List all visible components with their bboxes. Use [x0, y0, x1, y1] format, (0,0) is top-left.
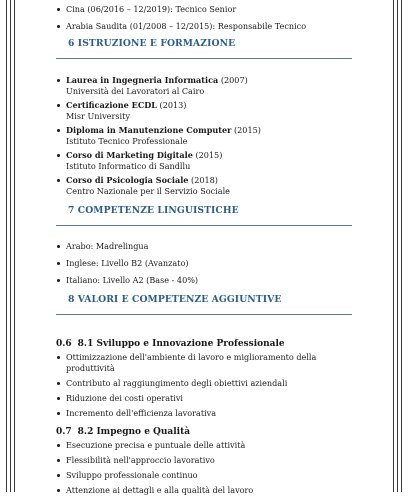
list-item: Esecuzione precisa e puntuale delle attività [56, 440, 352, 451]
left-border-line-1 [6, 0, 7, 492]
experience-list [56, 4, 352, 32]
degree-name: Corso di Marketing Digitale [66, 150, 193, 160]
values-list-1 [56, 352, 352, 419]
list-item: Riduzione dei costi operativi [56, 393, 352, 404]
section-divider [56, 225, 352, 226]
list-item: Ottimizzazione dell'ambiente di lavoro e miglioramento della produttività [56, 352, 352, 374]
degree-name: Laurea in Ingegneria Informatica [66, 75, 219, 85]
left-border-line-2 [10, 0, 11, 492]
degree-year: (2015) [195, 150, 223, 160]
languages-list [56, 241, 352, 286]
list-item: Cina (06/2016 – 12/2019): Tecnico Senior [56, 4, 352, 15]
list-item [56, 125, 352, 147]
degree-name: Diploma in Manutenzione Computer [66, 125, 232, 135]
section-title: 8 VALORI E COMPETENZE AGGIUNTIVE [68, 294, 282, 305]
left-border-line-3 [14, 0, 15, 492]
subsection-title [56, 339, 352, 349]
education-list [56, 75, 352, 197]
subsection-label: 8.1 Sviluppo e Innovazione Professionale [77, 339, 285, 349]
degree-year: (2018) [191, 175, 218, 185]
values-list-2 [56, 440, 352, 496]
degree-place: Università dei Lavoratori al Cairo [66, 86, 205, 96]
degree-name: Corso di Psicologia Sociale [66, 175, 189, 185]
right-border-line-2 [397, 0, 398, 492]
degree-place: Istituto Informatico di Sandllu [66, 161, 191, 171]
subsection-title [56, 427, 352, 437]
right-border-line-3 [393, 0, 394, 492]
list-item: Sviluppo professionale continuo [56, 470, 352, 481]
degree-name: Certificazione ECDL [66, 100, 157, 110]
degree-year: (2013) [159, 100, 187, 110]
list-item: Contributo al raggiungimento degli obiettivi aziendali [56, 378, 352, 389]
section-divider [56, 58, 352, 59]
list-item: Flessibilità nell'approccio lavorativo [56, 455, 352, 466]
list-item [56, 175, 352, 197]
subsection-label: 8.2 Impegno e Qualità [77, 427, 191, 437]
document-body [56, 0, 352, 496]
list-item: Inglese: Livello B2 (Avanzato) [56, 258, 352, 269]
list-item [56, 75, 352, 97]
right-border-line-1 [401, 0, 402, 492]
degree-place: Misr University [66, 111, 130, 121]
list-item [56, 150, 352, 172]
degree-place: Istituto Tecnico Professionale [66, 136, 188, 146]
subsection-number: 0.6 [56, 339, 72, 349]
degree-place: Centro Nazionale per il Servizio Sociale [66, 186, 230, 196]
list-item [56, 100, 352, 122]
subsection-number: 0.7 [56, 427, 72, 437]
list-item: Arabo: Madrelingua [56, 241, 352, 252]
list-item: Arabia Saudita (01/2008 – 12/2015): Responsabile Tecnico [56, 21, 352, 32]
list-item: Italiano: Livello A2 (Base - 40%) [56, 275, 352, 286]
section-title: 7 COMPETENZE LINGUISTICHE [68, 205, 239, 216]
list-item: Incremento dell'efficienza lavorativa [56, 408, 352, 419]
section-education [56, 38, 352, 197]
section-title: 6 ISTRUZIONE E FORMAZIONE [68, 38, 236, 49]
degree-year: (2007) [220, 75, 248, 85]
list-item: Attenzione ai dettagli e alla qualità del lavoro [56, 485, 352, 496]
degree-year: (2015) [233, 125, 261, 135]
section-divider [56, 314, 352, 315]
section-values [56, 294, 352, 496]
section-languages [56, 205, 352, 286]
